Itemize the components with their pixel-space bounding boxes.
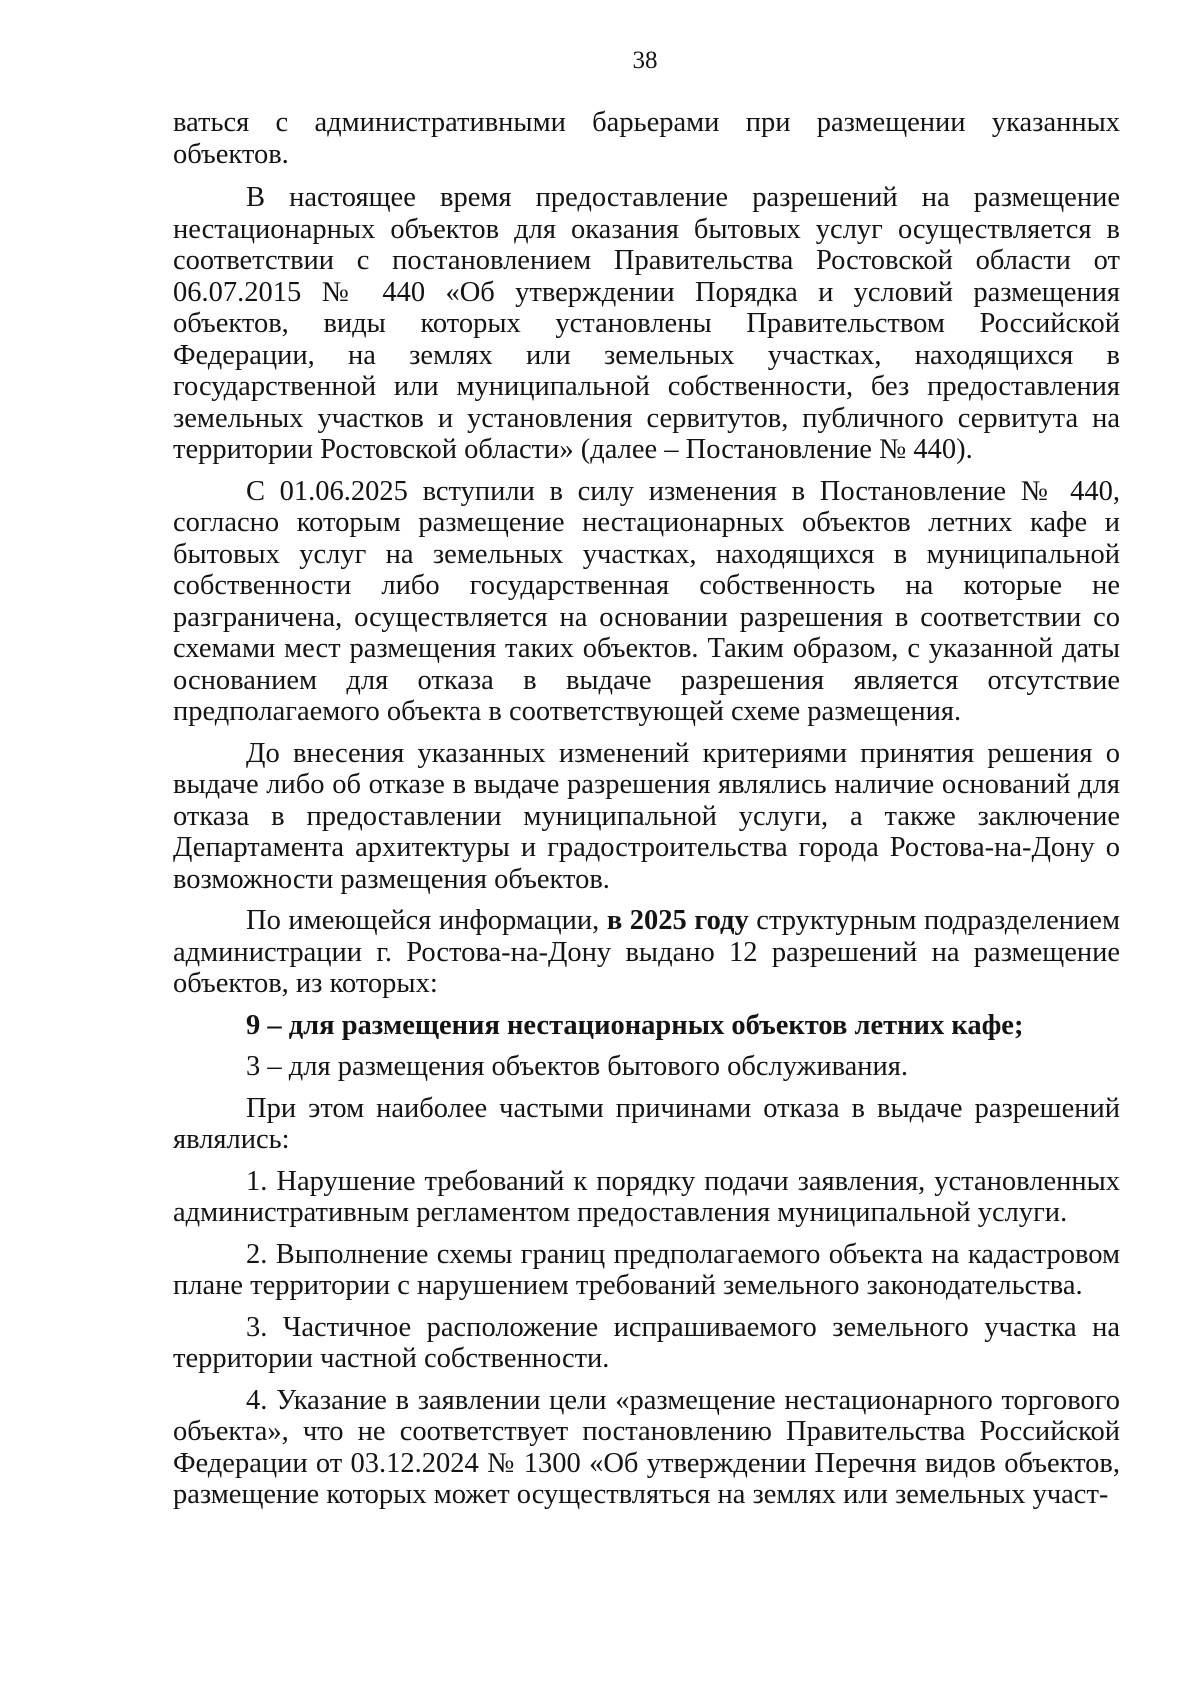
reason-item-4: 4. Указание в заявлении цели «размещение нестационарного торгового объекта», что не соответствует постановлению Правительства Российской Федерации от 03.12.2024 № 1300 «Об утверждении Перечня видов объектов, размещение которых может осуществляться на землях или земельных участ-: [173, 1384, 1120, 1510]
paragraph-continuation: ваться с административными барьерами при размещении указанных объектов.: [173, 107, 1120, 170]
text-run: структурным подразделением администрации г. Ростова-на-Дону выдано 12 разрешений на размещение объектов, из которых:: [173, 905, 1120, 999]
paragraph-refusal-reasons: При этом наиболее частыми причинами отказа в выдаче разрешений являлись:: [173, 1092, 1120, 1155]
bold-year: в 2025 году: [606, 905, 749, 936]
paragraph-current-procedure: В настоящее время предоставление разрешений на размещение нестационарных объектов для оказания бытовых услуг осуществляется в соответствии с постановлением Правительства Ростовской области от 06.07.2015 № 440 «Об утверждении Порядка и условий размещения объектов, виды которых установлены Правительством Российской Федерации, на землях или земельных участках, находящихся в государственной или муниципальной собственности, без предоставления земельных участков и установления сервитутов, публичного сервитута на территории Ростовской области» (далее – Постановление № 440).: [173, 182, 1120, 465]
page-number: 38: [632, 47, 658, 74]
list-item-summer-cafes: 9 – для размещения нестационарных объектов летних кафе;: [246, 1009, 1024, 1041]
document-body: [173, 107, 1120, 1511]
list-item-consumer-services: 3 – для размещения объектов бытового обслуживания.: [246, 1051, 909, 1082]
reason-item-3: 3. Частичное расположение испрашиваемого земельного участка на территории частной собственности.: [173, 1311, 1120, 1374]
reason-item-1: 1. Нарушение требований к порядку подачи заявления, установленных административным регламентом предоставления муниципальной услуги.: [173, 1165, 1120, 1228]
paragraph-2025-info: [173, 905, 1120, 1000]
reason-item-2: 2. Выполнение схемы границ предполагаемого объекта на кадастровом плане территории с нарушением требований земельного законодательства.: [173, 1238, 1120, 1301]
text-run: По имеющейся информации,: [246, 905, 607, 936]
paragraph-amendments: С 01.06.2025 вступили в силу изменения в Постановление № 440, согласно которым размещение нестационарных объектов летних кафе и бытовых услуг на земельных участках, находящихся в муниципальной собственности либо государственная собственность на которые не разграничена, осуществляется на основании разрешения в соответствии со схемами мест размещения таких объектов. Таким образом, с указанной даты основанием для отказа в выдаче разрешения является отсутствие предполагаемого объекта в соответствующей схеме размещения.: [173, 475, 1120, 727]
paragraph-previous-criteria: До внесения указанных изменений критериями принятия решения о выдаче либо об отказе в выдаче разрешения являлись наличие оснований для отказа в предоставлении муниципальной услуги, а также заключение Департамента архитектуры и градостроительства города Ростова-на-Дону о возможности размещения объектов.: [173, 737, 1120, 895]
